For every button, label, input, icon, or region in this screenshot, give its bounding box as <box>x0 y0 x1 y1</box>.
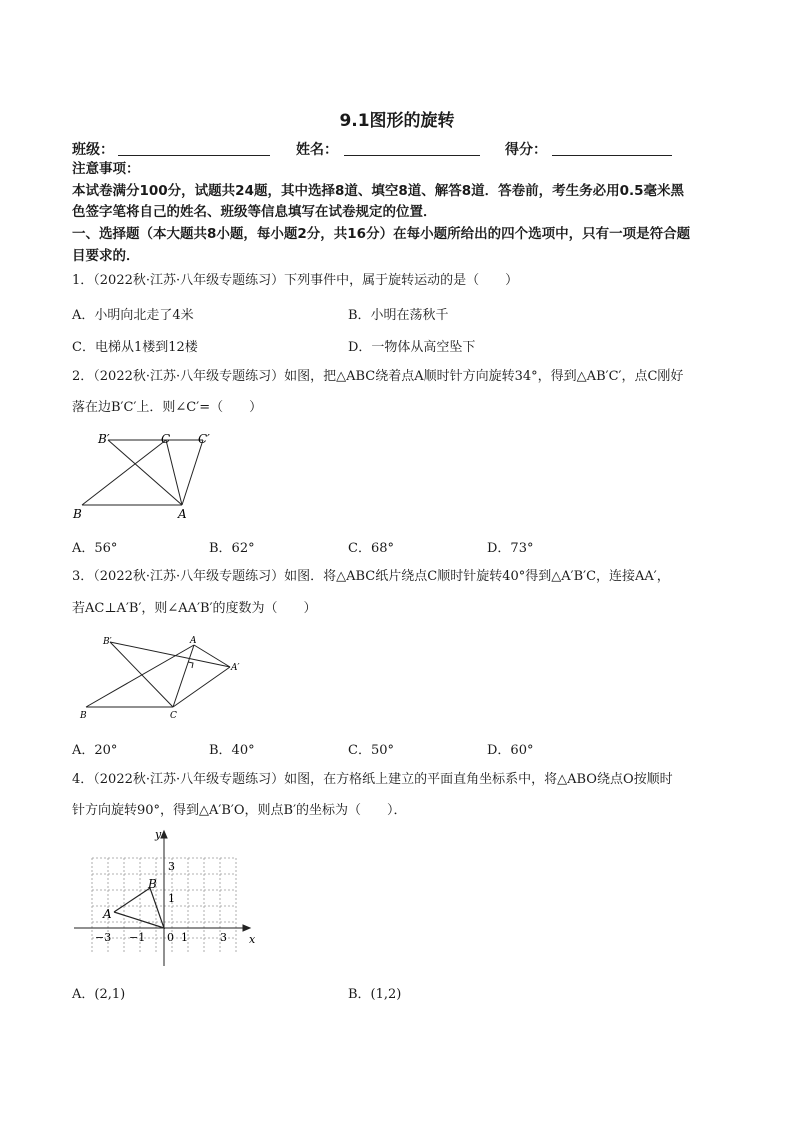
q3-label-b: B <box>80 711 87 721</box>
q3-option-c[interactable]: C．50° <box>348 743 394 758</box>
q2-label-b: B <box>73 507 82 521</box>
q2-label-b-prime: B′ <box>98 432 110 446</box>
q2-option-b[interactable]: B．62° <box>209 541 255 556</box>
page-title: 9.1图形的旋转 <box>339 111 455 131</box>
q1-option-d[interactable]: D．一物体从高空坠下 <box>348 340 476 355</box>
q2-label-c-prime: C′ <box>198 432 210 446</box>
q4-tick-y1: 1 <box>168 892 175 905</box>
score-field[interactable] <box>552 155 672 156</box>
q2-option-a[interactable]: A．56° <box>72 541 118 556</box>
q2-label-c: C <box>161 432 171 446</box>
question-3-stem-1: 3．（2022秋·江苏·八年级专题练习）如图．将△ABC纸片绕点C顺时针旋转40°得到△A′B′C，连接AA′， <box>72 569 670 584</box>
q4-tick-x1: 1 <box>181 931 188 944</box>
question-4-stem-1: 4．（2022秋·江苏·八年级专题练习）如图，在方格纸上建立的平面直角坐标系中，将△ABO绕点O按顺时 <box>72 772 673 787</box>
class-label: 班级： <box>72 142 114 158</box>
q2-figure <box>70 428 230 524</box>
question-4-stem-2: 针方向旋转90°，得到△A′B′O，则点B′的坐标为（ ）． <box>72 803 407 818</box>
q3-figure <box>76 632 248 722</box>
q4-axis-y-label: y <box>155 828 162 841</box>
notice-line-1: 本试卷满分100分，试题共24题，其中选择8道、填空8道、解答8道．答卷前，考生务必用0.5毫米黑 <box>72 183 685 199</box>
q1-option-c[interactable]: C．电梯从1楼到12楼 <box>72 340 198 355</box>
score-label: 得分： <box>505 142 547 158</box>
q3-label-c: C <box>170 711 177 721</box>
question-3-stem-2: 若AC⊥A′B′，则∠AA′B′的度数为（ ） <box>72 601 317 616</box>
section-line-2: 目要求的． <box>72 248 140 264</box>
class-field[interactable] <box>118 155 270 156</box>
q4-option-b[interactable]: B．(1,2) <box>348 987 402 1002</box>
q3-option-a[interactable]: A．20° <box>72 743 118 758</box>
q4-axis-x-label: x <box>249 933 256 946</box>
q2-option-d[interactable]: D．73° <box>487 541 534 556</box>
notice-line-2: 色签字笔将自己的姓名、班级等信息填写在试卷规定的位置． <box>72 204 437 220</box>
section-line-1: 一、选择题（本大题共8小题，每小题2分，共16分）在每小题所给出的四个选项中，只有一项是符合题 <box>72 226 691 242</box>
q3-label-a: A <box>190 636 197 646</box>
name-label: 姓名： <box>296 142 338 158</box>
q2-label-a: A <box>178 507 187 521</box>
q4-tick-origin: 0 <box>167 931 174 944</box>
q3-label-b-prime: B′ <box>103 637 112 647</box>
question-2-stem-2: 落在边B′C′上．则∠C′=（ ） <box>72 400 263 415</box>
q3-option-d[interactable]: D．60° <box>487 743 534 758</box>
q3-label-a-prime: A′ <box>231 663 240 673</box>
notice-heading: 注意事项： <box>72 161 140 177</box>
q1-option-a[interactable]: A．小明向北走了4米 <box>72 308 194 323</box>
q4-tick-y3: 3 <box>168 860 175 873</box>
q3-option-b[interactable]: B．40° <box>209 743 255 758</box>
q1-option-b[interactable]: B．小明在荡秋千 <box>348 308 449 323</box>
q4-label-b: B <box>148 877 157 891</box>
q4-coordinate-figure <box>70 826 262 970</box>
q4-tick-x-neg1: −1 <box>129 931 146 944</box>
name-field[interactable] <box>344 155 480 156</box>
question-2-stem-1: 2．（2022秋·江苏·八年级专题练习）如图，把△ABC绕着点A顺时针方向旋转34°，得到△AB′C′，点C刚好 <box>72 369 684 384</box>
q4-label-a: A <box>103 907 112 921</box>
q4-tick-x3: 3 <box>220 931 227 944</box>
q4-tick-x-neg3: −3 <box>95 931 112 944</box>
q4-option-a[interactable]: A．(2,1) <box>72 987 126 1002</box>
q2-option-c[interactable]: C．68° <box>348 541 394 556</box>
question-1-stem: 1．（2022秋·江苏·八年级专题练习）下列事件中，属于旋转运动的是（ ） <box>72 273 519 288</box>
